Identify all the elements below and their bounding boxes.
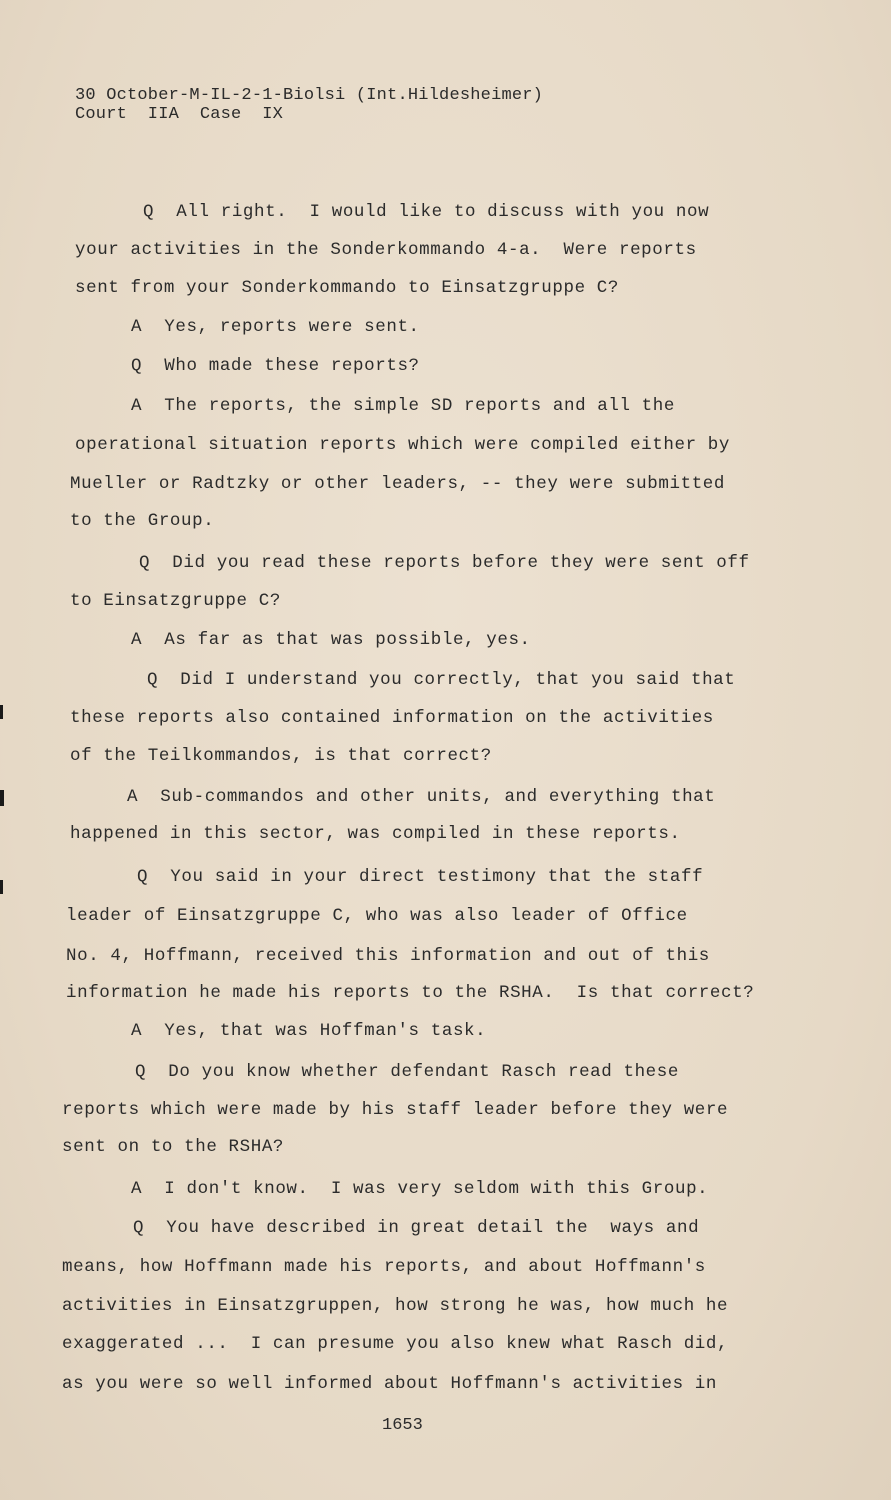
transcript-line: A The reports, the simple SD reports and all the <box>131 396 675 416</box>
transcript-line: of the Teilkommandos, is that correct? <box>70 746 492 766</box>
transcript-line: A I don't know. I was very seldom with this Group. <box>131 1179 709 1199</box>
edge-mark <box>0 790 4 806</box>
page-number: 1653 <box>382 1416 423 1435</box>
transcript-line: these reports also contained information on the activities <box>70 708 714 728</box>
transcript-line: Q You have described in great detail the ways and <box>133 1218 700 1238</box>
transcript-line: A Yes, reports were sent. <box>131 317 420 337</box>
transcript-line: Q You said in your direct testimony that the staff <box>137 867 704 887</box>
document-header <box>75 86 543 124</box>
transcript-line: Q Did you read these reports before they were sent off <box>139 553 750 573</box>
transcript-line: to the Group. <box>70 511 215 531</box>
transcript-line: happened in this sector, was compiled in these reports. <box>70 824 681 844</box>
transcript-line: your activities in the Sonderkommando 4-a. Were reports <box>75 240 697 260</box>
transcript-line: Q Who made these reports? <box>131 356 420 376</box>
transcript-line: Q All right. I would like to discuss with you now <box>143 202 710 222</box>
transcript-line: information he made his reports to the RSHA. Is that correct? <box>66 983 755 1003</box>
transcript-line: A Sub-commandos and other units, and everything that <box>127 787 716 807</box>
transcript-line: to Einsatzgruppe C? <box>70 591 281 611</box>
transcript-line: No. 4, Hoffmann, received this information and out of this <box>66 946 710 966</box>
transcript-line: operational situation reports which were compiled either by <box>75 435 731 455</box>
transcript-line: sent from your Sonderkommando to Einsatzgruppe C? <box>75 278 619 298</box>
header-line-1: 30 October-M-IL-2-1-Biolsi (Int.Hildesheimer) <box>75 86 544 105</box>
transcript-line: Q Did I understand you correctly, that you said that <box>147 670 736 690</box>
transcript-line: A As far as that was possible, yes. <box>131 630 531 650</box>
transcript-line: Mueller or Radtzky or other leaders, -- they were submitted <box>70 474 726 494</box>
transcript-line: A Yes, that was Hoffman's task. <box>131 1021 487 1041</box>
transcript-line: reports which were made by his staff leader before they were <box>62 1100 729 1120</box>
transcript-line: exaggerated ... I can presume you also knew what Rasch did, <box>62 1334 729 1354</box>
transcript-line: sent on to the RSHA? <box>62 1137 285 1157</box>
edge-mark <box>0 880 3 894</box>
edge-mark <box>0 705 3 719</box>
transcript-line: leader of Einsatzgruppe C, who was also leader of Office <box>66 906 688 926</box>
transcript-line: means, how Hoffmann made his reports, and about Hoffmann's <box>62 1257 706 1277</box>
transcript-line: as you were so well informed about Hoffmann's activities in <box>62 1374 718 1394</box>
transcript-line: Q Do you know whether defendant Rasch read these <box>135 1062 679 1082</box>
header-line-2: Court IIA Case IX <box>75 105 284 124</box>
transcript-line: activities in Einsatzgruppen, how strong he was, how much he <box>62 1296 729 1316</box>
